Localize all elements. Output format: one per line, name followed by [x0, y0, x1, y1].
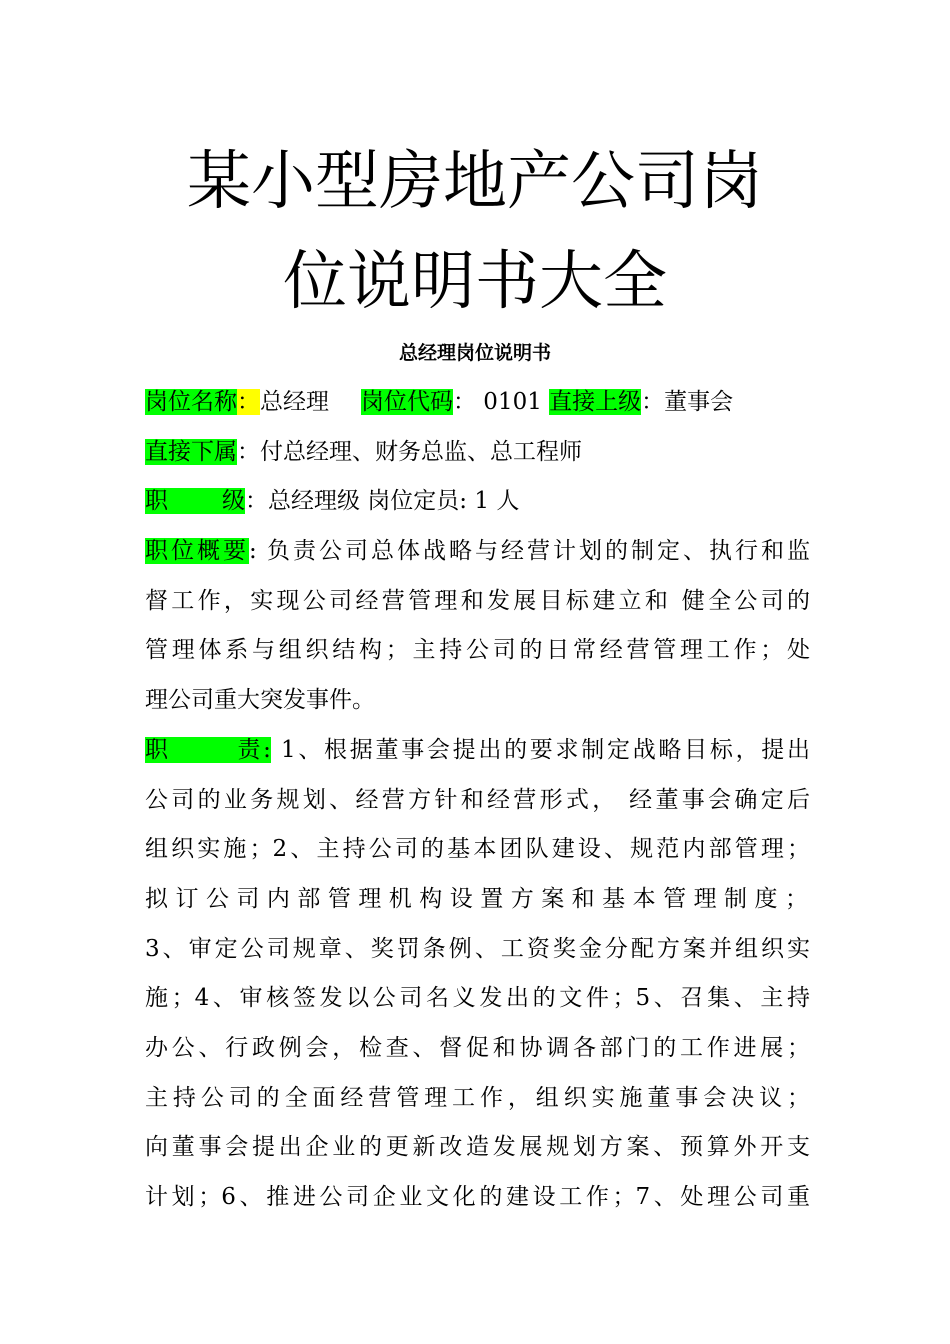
duty-line-5: 3、审定公司规章、奖罚条例、工资奖金分配方案并组织实 — [145, 935, 810, 962]
duty-line-2: 公司的业务规划、经营方针和经营形式， 经董事会确定后 — [145, 786, 810, 813]
grade-label — [145, 488, 245, 514]
duty-line-6: 施；4、审核签发以公司名义发出的文件；5、召集、主持 — [145, 985, 810, 1012]
duty-label — [145, 737, 271, 763]
grade-value: ：总经理级 岗位定员: 1 人 — [245, 488, 520, 515]
duty-label-part-1: 职 — [145, 736, 171, 763]
subordinate-label: 直接下属 — [145, 438, 237, 465]
section-title: 总经理岗位说明书 — [398, 342, 551, 364]
superior-value: ：董事会 — [641, 389, 734, 415]
superior-label: 直接上级 — [549, 389, 642, 415]
duty-text: 1、根据董事会提出的要求制定战略目标，提出 — [270, 736, 811, 763]
summary-line-4: 理公司重大突发事件。 — [145, 687, 375, 714]
post-name-colon: ： — [237, 389, 260, 415]
duty-line-8: 主持公司的全面经营管理工作，组织实施董事会决议； — [145, 1084, 810, 1111]
duty-label-part-2: 责: — [234, 736, 271, 763]
duty-line-7: 办公、行政例会，检查、督促和协调各部门的工作进展； — [145, 1034, 810, 1061]
grade-label-part-1: 职 — [145, 488, 168, 515]
duty-line-3: 组织实施；2、主持公司的基本团队建设、规范内部管理； — [145, 836, 810, 863]
document-title-line-2: 位说明书大全 — [283, 245, 667, 319]
post-name-label: 岗位名称 — [145, 389, 237, 415]
duty-line-1 — [145, 726, 810, 776]
document-title-line-1: 某小型房地产公司岗 — [187, 145, 763, 219]
summary-label: 职位概要 — [145, 538, 249, 565]
summary-line-3: 管理体系与组织结构；主持公司的日常经营管理工作；处 — [145, 637, 810, 664]
document-body — [145, 378, 810, 1223]
subordinate-line — [145, 428, 810, 478]
post-info-line — [145, 378, 810, 428]
duty-line-10: 计划；6、推进公司企业文化的建设工作；7、处理公司重 — [145, 1184, 810, 1210]
summary-line-2: 督工作，实现公司经营管理和发展目标建立和 健全公司的 — [145, 587, 810, 614]
grade-label-part-2: 级 — [222, 488, 245, 515]
duty-line-9: 向董事会提出企业的更新改造发展规划方案、预算外开支 — [145, 1134, 810, 1161]
duty-line-4: 拟订公司内部管理机构设置方案和基本管理制度； — [145, 885, 810, 912]
post-code-value: ： 0101 — [453, 389, 542, 415]
summary-line-1 — [145, 527, 810, 577]
post-code-label: 岗位代码 — [361, 389, 453, 415]
subordinate-value: ：付总经理、财务总监、总工程师 — [237, 438, 582, 465]
summary-text: : 负责公司总体战略与经营计划的制定、执行和监 — [249, 538, 811, 565]
grade-line — [145, 477, 810, 527]
post-name-value: 总经理 — [260, 389, 329, 415]
